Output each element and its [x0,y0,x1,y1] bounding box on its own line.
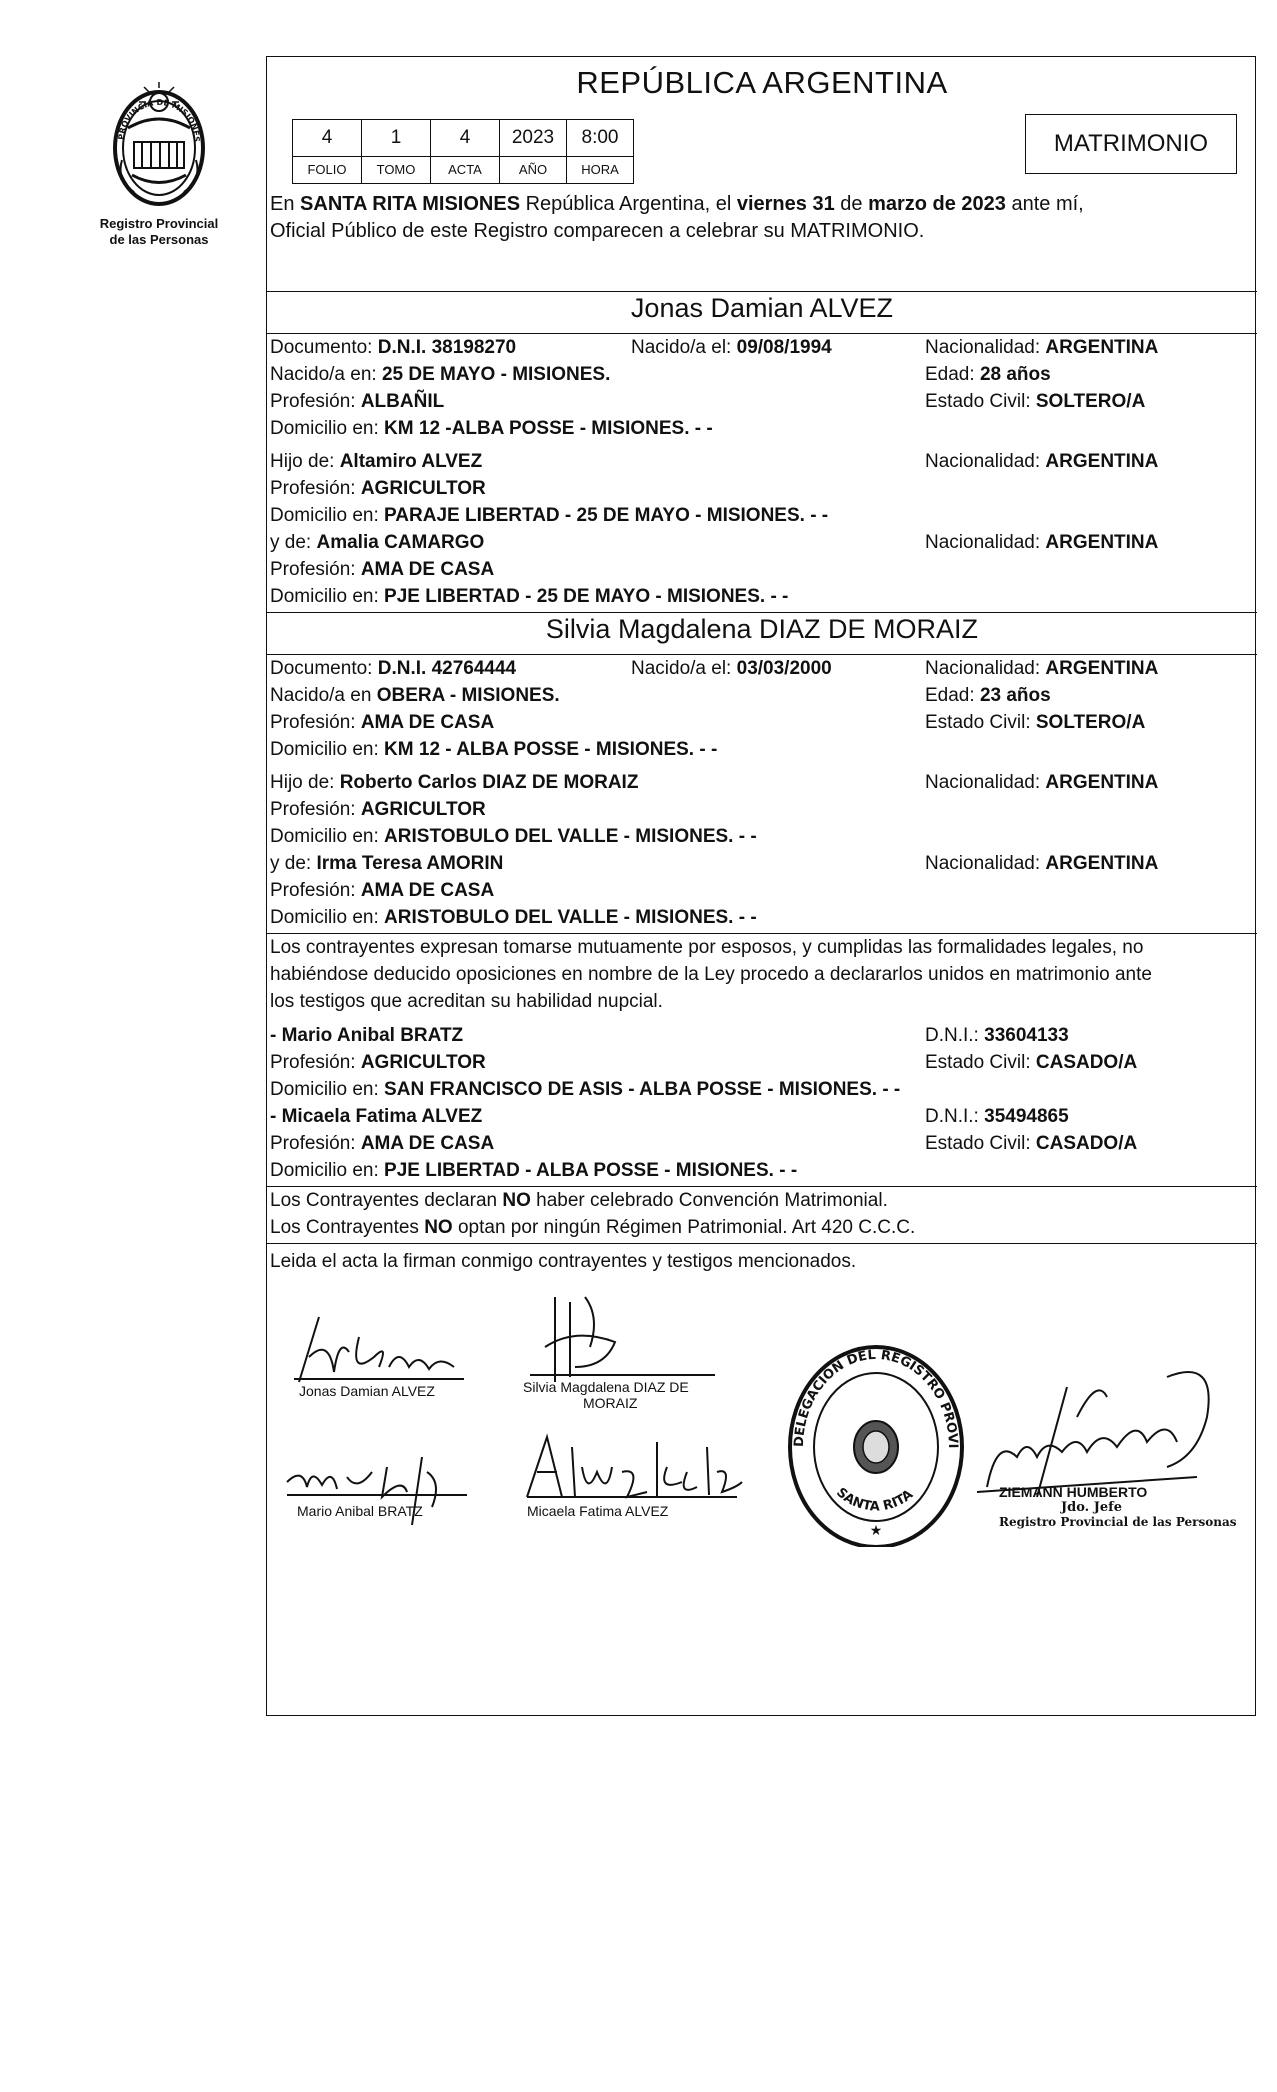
spouse-1-mother: y de: Amalia CAMARGO [270,532,485,553]
spouse-2-mother: y de: Irma Teresa AMORIN [270,853,504,874]
spouse-1-address: Domicilio en: KM 12 -ALBA POSSE - MISIONES. - - [270,418,713,439]
spouse-1-civil-status: Estado Civil: SOLTERO/A [925,391,1146,412]
country-title: REPÚBLICA ARGENTINA [576,65,948,100]
spouse-2-birthplace: Nacido/a en OBERA - MISIONES. [270,685,560,706]
marriage-certificate [266,56,1256,1716]
spouse-2-father-profession: Profesión: AGRICULTOR [270,799,486,820]
official-office: Registro Provincial de las Personas [999,1515,1237,1529]
spouse-1-profession: Profesión: ALBAÑIL [270,391,445,412]
provincial-coat-of-arms-icon [104,80,214,210]
official-stamp [781,1337,971,1547]
witness-2-address: Domicilio en: PJE LIBERTAD - ALBA POSSE - MISIONES. - - [270,1160,798,1181]
witness-2-name: - Micaela Fatima ALVEZ [270,1106,483,1127]
spouse-1-signature: Jonas Damian ALVEZ [279,1297,479,1407]
official-name: ZIEMANN HUMBERTO [999,1484,1148,1500]
witness-1-dni: D.N.I.: 33604133 [925,1025,1069,1046]
spouse-2-mother-address: Domicilio en: ARISTOBULO DEL VALLE - MISIONES. - - [270,907,757,928]
declaration-line-2: habiéndose deducido oposiciones en nombre de la Ley procedo a declararlos unidos en matrimonio ante [270,964,1152,985]
spouse-2-name: Silvia Magdalena DIAZ DE MORAIZ [545,614,979,644]
spouse-2-father: Hijo de: Roberto Carlos DIAZ DE MORAIZ [270,772,639,793]
handwritten-signature-icon [515,1287,735,1387]
document-type-badge: MATRIMONIO [1025,114,1237,174]
registry-stamp-icon [781,1337,971,1547]
spouse-1-mother-profession: Profesión: AMA DE CASA [270,559,495,580]
spouse-1-father-profession: Profesión: AGRICULTOR [270,478,486,499]
witness-1-address: Domicilio en: SAN FRANCISCO DE ASIS - ALBA POSSE - MISIONES. - - [270,1079,901,1100]
witness-2-dni: D.N.I.: 35494865 [925,1106,1069,1127]
handwritten-signature-icon [279,1297,479,1387]
svg-text:PROVINCIA DE MISIONES: PROVINCIA DE MISIONES [116,97,202,143]
spouse-2-address: Domicilio en: KM 12 - ALBA POSSE - MISIONES. - - [270,739,718,760]
official-title: Jdo. Jefe [1061,1500,1123,1515]
svg-text:★: ★ [869,1522,883,1538]
spouse-1-document: Documento: D.N.I. 38198270 [270,337,517,358]
spouse-2-father-address: Domicilio en: ARISTOBULO DEL VALLE - MISIONES. - - [270,826,757,847]
anio-value: 2023 [500,120,567,157]
spouse-2-mother-nationality: Nacionalidad: ARGENTINA [925,853,1159,874]
hora-value: 8:00 [567,120,634,157]
witness-1-civil-status: Estado Civil: CASADO/A [925,1052,1138,1073]
witness-2-signature: Micaela Fatima ALVEZ [517,1427,747,1557]
intro-line-2: Oficial Público de este Registro comparecen a celebrar su MATRIMONIO. [270,220,925,242]
svg-text:SANTA RITA: SANTA RITA [833,1485,917,1515]
intro-line-1: En SANTA RITA MISIONES República Argentina, el viernes 31 de marzo de 2023 ante mí, [270,193,1084,215]
convention-line-1: Los Contrayentes declaran NO haber celebrado Convención Matrimonial. [270,1190,888,1211]
registry-fields-table [292,119,634,184]
spouse-1-birthdate: Nacido/a el: 09/08/1994 [631,337,832,358]
spouse-1-father-nationality: Nacionalidad: ARGENTINA [925,451,1159,472]
spouse-2-father-nationality: Nacionalidad: ARGENTINA [925,772,1159,793]
witness-1-name: - Mario Anibal BRATZ [270,1025,464,1046]
witness-1-profession: Profesión: AGRICULTOR [270,1052,486,1073]
witness-2-civil-status: Estado Civil: CASADO/A [925,1133,1138,1154]
official-signature [967,1357,1237,1557]
declaration-line-3: los testigos que acreditan su habilidad nupcial. [270,991,663,1012]
svg-text:DELEGACION DEL REGISTRO PROVIN: DELEGACION DEL REGISTRO PROVI [791,1347,961,1449]
hora-label: HORA [567,157,634,184]
acta-label: ACTA [431,157,500,184]
spouse-1-age: Edad: 28 años [925,364,1051,385]
spouse-2-signature: Silvia Magdalena DIAZ DE MORAIZ [515,1287,735,1417]
declaration-line-1: Los contrayentes expresan tomarse mutuamente por esposos, y cumplidas las formalidades legales, no [270,937,1144,958]
spouse-1-birthplace: Nacido/a en: 25 DE MAYO - MISIONES. [270,364,611,385]
spouse-1-father-address: Domicilio en: PARAJE LIBERTAD - 25 DE MAYO - MISIONES. - - [270,505,829,526]
tomo-value: 1 [362,120,431,157]
witness-1-signature: Mario Anibal BRATZ [277,1437,487,1567]
spouse-1-nationality: Nacionalidad: ARGENTINA [925,337,1159,358]
spouse-2-document: Documento: D.N.I. 42764444 [270,658,517,679]
anio-label: AÑO [500,157,567,184]
registry-logo [84,80,234,248]
registry-label: Registro Provincial de las Personas [99,216,219,247]
spouse-1-mother-nationality: Nacionalidad: ARGENTINA [925,532,1159,553]
acta-value: 4 [431,120,500,157]
spouse-2-civil-status: Estado Civil: SOLTERO/A [925,712,1146,733]
folio-label: FOLIO [293,157,362,184]
spouse-2-mother-profession: Profesión: AMA DE CASA [270,880,495,901]
tomo-label: TOMO [362,157,431,184]
reading-note: Leida el acta la firman conmigo contrayentes y testigos mencionados. [270,1251,857,1272]
spouse-1-name: Jonas Damian ALVEZ [630,293,894,323]
spouse-2-profession: Profesión: AMA DE CASA [270,712,495,733]
witness-2-profession: Profesión: AMA DE CASA [270,1133,495,1154]
spouse-2-nationality: Nacionalidad: ARGENTINA [925,658,1159,679]
spouse-2-age: Edad: 23 años [925,685,1051,706]
spouse-1-mother-address: Domicilio en: PJE LIBERTAD - 25 DE MAYO - MISIONES. - - [270,586,789,607]
spouse-1-father: Hijo de: Altamiro ALVEZ [270,451,483,472]
convention-line-2: Los Contrayentes NO optan por ningún Régimen Patrimonial. Art 420 C.C.C. [270,1217,916,1238]
folio-value: 4 [293,120,362,157]
spouse-2-birthdate: Nacido/a el: 03/03/2000 [631,658,832,679]
